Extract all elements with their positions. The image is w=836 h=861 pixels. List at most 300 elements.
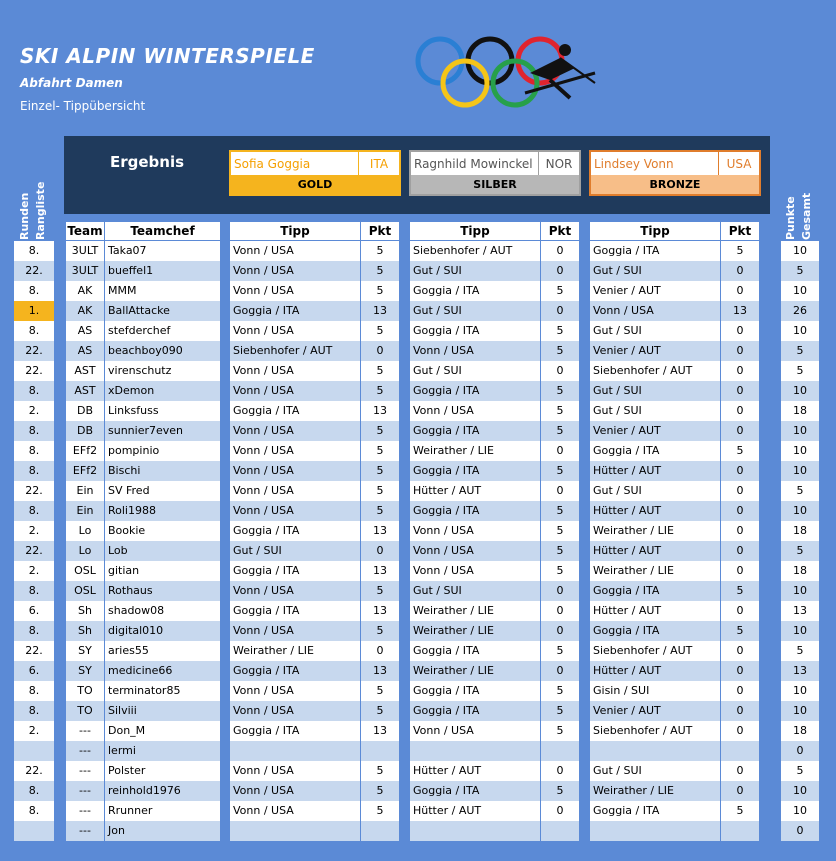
tipp-2-cell [410, 821, 540, 841]
tipp-1-cell: Goggia / ITA [230, 601, 360, 621]
tipp-3-cell: Gut / SUI [590, 761, 720, 781]
tipp-1-cell [230, 741, 360, 761]
total-cell: 5 [781, 261, 819, 281]
tipp-2-cell: Goggia / ITA [410, 501, 540, 521]
header-tipp-3: Tipp [590, 222, 720, 240]
tipp-1-cell: Vonn / USA [230, 361, 360, 381]
bronze-name: Lindsey Vonn [594, 157, 674, 171]
pkt-3-cell: 0 [721, 461, 759, 481]
tipp-3-cell: Venier / AUT [590, 701, 720, 721]
teamchef-cell: lermi [105, 741, 220, 761]
teamchef-cell: Don_M [105, 721, 220, 741]
tipp-3-cell: Gut / SUI [590, 481, 720, 501]
total-cell: 5 [781, 761, 819, 781]
teamchef-cell: MMM [105, 281, 220, 301]
pkt-1-cell: 5 [361, 481, 399, 501]
rank-cell: 22. [14, 481, 54, 501]
tipp-1-cell: Vonn / USA [230, 801, 360, 821]
tipp-3-cell: Goggia / ITA [590, 581, 720, 601]
tipp-3-cell: Goggia / ITA [590, 801, 720, 821]
pkt-3-cell: 0 [721, 641, 759, 661]
tipp-2-cell: Weirather / LIE [410, 601, 540, 621]
tipp-1-cell: Vonn / USA [230, 621, 360, 641]
tipp-2-cell: Goggia / ITA [410, 641, 540, 661]
pkt-3-cell: 0 [721, 281, 759, 301]
total-cell: 5 [781, 341, 819, 361]
bronze-medal-box [589, 150, 761, 196]
gold-label: GOLD [231, 175, 399, 194]
total-cell: 5 [781, 361, 819, 381]
pkt-2-cell: 5 [541, 401, 579, 421]
punkte-label: Punkte [784, 196, 797, 240]
pkt-2-cell: 0 [541, 601, 579, 621]
rank-cell: 8. [14, 281, 54, 301]
teamchef-cell: gitian [105, 561, 220, 581]
tipp-1-cell: Vonn / USA [230, 781, 360, 801]
pkt-3-cell: 0 [721, 381, 759, 401]
total-cell: 10 [781, 441, 819, 461]
view-subtitle: Einzel- Tippübersicht [20, 99, 146, 113]
team-cell: --- [66, 781, 104, 801]
tipp-1-cell: Vonn / USA [230, 761, 360, 781]
pkt-1-cell: 5 [361, 441, 399, 461]
tipp-1-cell [230, 821, 360, 841]
rank-cell: 2. [14, 401, 54, 421]
pkt-2-cell: 5 [541, 641, 579, 661]
header-pkt-2: Pkt [541, 222, 579, 240]
pkt-3-cell: 0 [721, 601, 759, 621]
tipp-1-cell: Goggia / ITA [230, 661, 360, 681]
teamchef-cell: sunnier7even [105, 421, 220, 441]
total-cell: 0 [781, 821, 819, 841]
total-cell: 18 [781, 721, 819, 741]
rangliste-label: Rangliste [34, 181, 47, 240]
total-cell: 10 [781, 681, 819, 701]
team-cell: Lo [66, 541, 104, 561]
pkt-3-cell: 0 [721, 501, 759, 521]
tipp-1-cell: Vonn / USA [230, 701, 360, 721]
teamchef-cell: SV Fred [105, 481, 220, 501]
pkt-1-cell: 13 [361, 661, 399, 681]
rank-cell: 22. [14, 261, 54, 281]
teamchef-cell: Polster [105, 761, 220, 781]
pkt-3-cell: 0 [721, 721, 759, 741]
pkt-1-cell: 5 [361, 321, 399, 341]
pkt-1-cell [361, 821, 399, 841]
pkt-1-cell: 5 [361, 681, 399, 701]
total-cell: 10 [781, 781, 819, 801]
tipp-3-cell: Siebenhofer / AUT [590, 641, 720, 661]
rank-cell: 8. [14, 581, 54, 601]
tipp-3-cell: Siebenhofer / AUT [590, 721, 720, 741]
header-team: Team [67, 224, 103, 238]
pkt-3-cell: 0 [721, 361, 759, 381]
pkt-3-cell: 5 [721, 581, 759, 601]
teamchef-cell: digital010 [105, 621, 220, 641]
rank-cell: 8. [14, 501, 54, 521]
tipp-1-cell: Vonn / USA [230, 421, 360, 441]
rank-cell [14, 821, 54, 841]
total-cell: 18 [781, 521, 819, 541]
pkt-2-cell: 5 [541, 681, 579, 701]
tipp-2-cell: Hütter / AUT [410, 801, 540, 821]
tipp-2-cell: Weirather / LIE [410, 441, 540, 461]
pkt-2-cell: 0 [541, 241, 579, 261]
pkt-1-cell: 0 [361, 541, 399, 561]
rank-cell: 6. [14, 661, 54, 681]
tipp-1-cell: Vonn / USA [230, 261, 360, 281]
pkt-3-cell: 0 [721, 401, 759, 421]
header-pkt-1: Pkt [361, 222, 399, 240]
teamchef-cell: Rrunner [105, 801, 220, 821]
pkt-1-cell: 0 [361, 341, 399, 361]
tipp-1-cell: Vonn / USA [230, 481, 360, 501]
rank-cell: 22. [14, 341, 54, 361]
pkt-3-cell: 0 [721, 261, 759, 281]
header-tipp-1: Tipp [230, 222, 360, 240]
tipp-3-cell: Goggia / ITA [590, 241, 720, 261]
pkt-2-cell: 5 [541, 421, 579, 441]
tipp-3-cell: Gut / SUI [590, 321, 720, 341]
pkt-3-cell: 13 [721, 301, 759, 321]
tipp-3-cell: Weirather / LIE [590, 781, 720, 801]
tipp-1-cell: Goggia / ITA [230, 301, 360, 321]
pkt-1-cell: 13 [361, 601, 399, 621]
total-cell: 10 [781, 461, 819, 481]
tipp-2-cell: Goggia / ITA [410, 321, 540, 341]
team-cell: --- [66, 761, 104, 781]
team-cell: DB [66, 401, 104, 421]
teamchef-cell: Bookie [105, 521, 220, 541]
tipp-2-cell: Gut / SUI [410, 301, 540, 321]
team-cell: 3ULT [66, 241, 104, 261]
pkt-1-cell: 5 [361, 261, 399, 281]
tipp-3-cell: Venier / AUT [590, 341, 720, 361]
olympic-rings-skier-icon [410, 28, 600, 118]
pkt-2-cell [541, 741, 579, 761]
rank-cell: 8. [14, 241, 54, 261]
pkt-3-cell: 0 [721, 521, 759, 541]
team-cell: SY [66, 641, 104, 661]
pkt-2-cell: 5 [541, 701, 579, 721]
tipp-3-cell: Weirather / LIE [590, 561, 720, 581]
pkt-1-cell: 13 [361, 521, 399, 541]
tipp-3-cell: Vonn / USA [590, 301, 720, 321]
tipp-1-cell: Vonn / USA [230, 441, 360, 461]
bronze-nation: USA [718, 152, 759, 176]
tipp-3-cell: Hütter / AUT [590, 461, 720, 481]
tipp-3-cell [590, 821, 720, 841]
team-cell: Ein [66, 501, 104, 521]
pkt-1-cell: 5 [361, 381, 399, 401]
teamchef-cell: medicine66 [105, 661, 220, 681]
pkt-1-cell: 5 [361, 241, 399, 261]
header-pkt-3: Pkt [721, 222, 759, 240]
rank-cell: 8. [14, 381, 54, 401]
tipp-3-cell: Weirather / LIE [590, 521, 720, 541]
total-cell: 18 [781, 401, 819, 421]
rank-cell: 8. [14, 781, 54, 801]
header-tipp-2: Tipp [410, 222, 540, 240]
tipp-3-cell: Gut / SUI [590, 401, 720, 421]
teamchef-cell: stefderchef [105, 321, 220, 341]
tipp-2-cell: Vonn / USA [410, 341, 540, 361]
silver-nation: NOR [538, 152, 579, 176]
total-cell: 10 [781, 621, 819, 641]
teamchef-cell: xDemon [105, 381, 220, 401]
total-cell: 0 [781, 741, 819, 761]
total-cell: 10 [781, 321, 819, 341]
total-cell: 10 [781, 281, 819, 301]
tipp-3-cell: Hütter / AUT [590, 501, 720, 521]
tipp-2-cell: Gut / SUI [410, 361, 540, 381]
team-cell: AST [66, 361, 104, 381]
total-cell: 5 [781, 481, 819, 501]
team-cell: --- [66, 801, 104, 821]
team-cell: Lo [66, 521, 104, 541]
team-cell: --- [66, 821, 104, 841]
tipp-3-cell: Siebenhofer / AUT [590, 361, 720, 381]
team-cell: --- [66, 741, 104, 761]
tipp-1-cell: Goggia / ITA [230, 521, 360, 541]
pkt-3-cell [721, 741, 759, 761]
pkt-1-cell: 0 [361, 641, 399, 661]
total-cell: 10 [781, 801, 819, 821]
pkt-2-cell: 5 [541, 781, 579, 801]
pkt-3-cell: 0 [721, 561, 759, 581]
total-cell: 13 [781, 601, 819, 621]
tipp-2-cell: Gut / SUI [410, 261, 540, 281]
total-cell: 5 [781, 641, 819, 661]
page-title: SKI ALPIN WINTERSPIELE [20, 44, 315, 68]
rank-cell: 22. [14, 541, 54, 561]
pkt-1-cell: 5 [361, 361, 399, 381]
pkt-3-cell: 0 [721, 661, 759, 681]
tipp-2-cell: Vonn / USA [410, 401, 540, 421]
pkt-1-cell [361, 741, 399, 761]
rank-cell: 8. [14, 321, 54, 341]
tipp-1-cell: Vonn / USA [230, 461, 360, 481]
tipp-2-cell: Vonn / USA [410, 721, 540, 741]
teamchef-cell: bueffel1 [105, 261, 220, 281]
tipp-3-cell: Hütter / AUT [590, 541, 720, 561]
tipp-2-cell: Hütter / AUT [410, 761, 540, 781]
pkt-2-cell: 0 [541, 801, 579, 821]
pkt-3-cell: 5 [721, 621, 759, 641]
pkt-2-cell: 0 [541, 301, 579, 321]
tipp-3-cell: Venier / AUT [590, 281, 720, 301]
pkt-3-cell: 0 [721, 321, 759, 341]
tipp-1-cell: Vonn / USA [230, 281, 360, 301]
tipp-2-cell: Vonn / USA [410, 541, 540, 561]
tipp-3-cell: Gut / SUI [590, 261, 720, 281]
team-cell: Ein [66, 481, 104, 501]
total-cell: 10 [781, 381, 819, 401]
tipp-2-cell: Goggia / ITA [410, 461, 540, 481]
tipp-3-cell: Hütter / AUT [590, 661, 720, 681]
rank-cell: 8. [14, 681, 54, 701]
pkt-2-cell: 0 [541, 581, 579, 601]
tipp-2-cell: Weirather / LIE [410, 621, 540, 641]
tipp-3-cell: Goggia / ITA [590, 441, 720, 461]
pkt-3-cell: 5 [721, 801, 759, 821]
rank-cell: 22. [14, 361, 54, 381]
tipp-1-cell: Vonn / USA [230, 681, 360, 701]
rank-cell: 2. [14, 721, 54, 741]
team-cell: DB [66, 421, 104, 441]
team-cell: OSL [66, 581, 104, 601]
pkt-3-cell [721, 821, 759, 841]
team-cell: --- [66, 721, 104, 741]
pkt-1-cell: 5 [361, 281, 399, 301]
tipp-2-cell: Gut / SUI [410, 581, 540, 601]
silver-label: SILBER [411, 175, 579, 194]
teamchef-cell: reinhold1976 [105, 781, 220, 801]
tipp-1-cell: Vonn / USA [230, 381, 360, 401]
team-cell: 3ULT [66, 261, 104, 281]
gold-medal-box [229, 150, 401, 196]
team-cell: SY [66, 661, 104, 681]
pkt-1-cell: 5 [361, 421, 399, 441]
pkt-2-cell: 5 [541, 341, 579, 361]
team-cell: AK [66, 281, 104, 301]
total-cell: 10 [781, 241, 819, 261]
rank-cell: 8. [14, 461, 54, 481]
pkt-3-cell: 0 [721, 541, 759, 561]
bronze-label: BRONZE [591, 175, 759, 194]
pkt-1-cell: 5 [361, 581, 399, 601]
pkt-1-cell: 5 [361, 801, 399, 821]
silver-medal-box [409, 150, 581, 196]
rank-cell: 8. [14, 421, 54, 441]
tipp-1-cell: Vonn / USA [230, 581, 360, 601]
pkt-1-cell: 5 [361, 761, 399, 781]
pkt-3-cell: 0 [721, 681, 759, 701]
silver-name: Ragnhild Mowinckel [414, 157, 533, 171]
team-cell: AS [66, 341, 104, 361]
total-cell: 26 [781, 301, 819, 321]
teamchef-cell: Lob [105, 541, 220, 561]
teamchef-cell: Roli1988 [105, 501, 220, 521]
tipp-2-cell: Vonn / USA [410, 561, 540, 581]
rank-cell: 8. [14, 441, 54, 461]
tipp-1-cell: Goggia / ITA [230, 401, 360, 421]
pkt-2-cell: 5 [541, 461, 579, 481]
teamchef-cell: pompinio [105, 441, 220, 461]
pkt-1-cell: 5 [361, 501, 399, 521]
pkt-3-cell: 5 [721, 441, 759, 461]
pkt-3-cell: 0 [721, 421, 759, 441]
teamchef-cell: aries55 [105, 641, 220, 661]
rank-cell: 2. [14, 521, 54, 541]
total-cell: 13 [781, 661, 819, 681]
team-cell: AK [66, 301, 104, 321]
team-cell: AS [66, 321, 104, 341]
pkt-3-cell: 0 [721, 781, 759, 801]
pkt-2-cell: 0 [541, 481, 579, 501]
event-subtitle: Abfahrt Damen [20, 76, 123, 90]
teamchef-cell: BallAttacke [105, 301, 220, 321]
teamchef-cell: Taka07 [105, 241, 220, 261]
tipp-2-cell: Goggia / ITA [410, 381, 540, 401]
pkt-2-cell: 0 [541, 261, 579, 281]
tipp-1-cell: Gut / SUI [230, 541, 360, 561]
pkt-2-cell: 5 [541, 281, 579, 301]
team-cell: AST [66, 381, 104, 401]
rank-cell: 8. [14, 701, 54, 721]
team-cell: Sh [66, 601, 104, 621]
tipp-3-cell: Gisin / SUI [590, 681, 720, 701]
pkt-3-cell: 0 [721, 341, 759, 361]
tipp-3-cell [590, 741, 720, 761]
pkt-3-cell: 0 [721, 701, 759, 721]
rank-cell: 8. [14, 621, 54, 641]
teamchef-cell: Jon [105, 821, 220, 841]
pkt-3-cell: 5 [721, 241, 759, 261]
pkt-2-cell: 0 [541, 761, 579, 781]
teamchef-cell: shadow08 [105, 601, 220, 621]
pkt-2-cell: 5 [541, 521, 579, 541]
result-label: Ergebnis [110, 153, 185, 171]
total-cell: 18 [781, 561, 819, 581]
pkt-2-cell: 0 [541, 361, 579, 381]
tipp-2-cell: Hütter / AUT [410, 481, 540, 501]
team-cell: EFf2 [66, 461, 104, 481]
pkt-1-cell: 13 [361, 401, 399, 421]
pkt-1-cell: 13 [361, 561, 399, 581]
pkt-1-cell: 5 [361, 781, 399, 801]
pkt-2-cell [541, 821, 579, 841]
rank-cell: 22. [14, 641, 54, 661]
total-cell: 10 [781, 421, 819, 441]
pkt-2-cell: 5 [541, 561, 579, 581]
tipp-2-cell: Goggia / ITA [410, 681, 540, 701]
tipp-1-cell: Vonn / USA [230, 241, 360, 261]
tipp-1-cell: Goggia / ITA [230, 721, 360, 741]
pkt-2-cell: 5 [541, 541, 579, 561]
teamchef-cell: Silviii [105, 701, 220, 721]
tipp-1-cell: Siebenhofer / AUT [230, 341, 360, 361]
gold-nation: ITA [358, 152, 399, 176]
teamchef-cell: Bischi [105, 461, 220, 481]
rank-cell: 8. [14, 801, 54, 821]
pkt-1-cell: 13 [361, 301, 399, 321]
tipp-3-cell: Venier / AUT [590, 421, 720, 441]
team-cell: EFf2 [66, 441, 104, 461]
team-cell: Sh [66, 621, 104, 641]
pkt-2-cell: 0 [541, 661, 579, 681]
pkt-2-cell: 5 [541, 321, 579, 341]
pkt-1-cell: 13 [361, 721, 399, 741]
pkt-2-cell: 5 [541, 381, 579, 401]
tipp-3-cell: Hütter / AUT [590, 601, 720, 621]
pkt-2-cell: 5 [541, 501, 579, 521]
header-teamchef: Teamchef [105, 222, 220, 240]
pkt-2-cell: 0 [541, 621, 579, 641]
tipp-2-cell: Goggia / ITA [410, 421, 540, 441]
team-cell: TO [66, 681, 104, 701]
tipp-2-cell: Goggia / ITA [410, 781, 540, 801]
pkt-3-cell: 0 [721, 481, 759, 501]
gesamt-label: Gesamt [800, 192, 813, 240]
pkt-1-cell: 5 [361, 461, 399, 481]
pkt-1-cell: 5 [361, 621, 399, 641]
tipp-2-cell: Goggia / ITA [410, 281, 540, 301]
teamchef-cell: Linksfuss [105, 401, 220, 421]
total-cell: 10 [781, 701, 819, 721]
tipp-1-cell: Goggia / ITA [230, 561, 360, 581]
rank-cell: 2. [14, 561, 54, 581]
